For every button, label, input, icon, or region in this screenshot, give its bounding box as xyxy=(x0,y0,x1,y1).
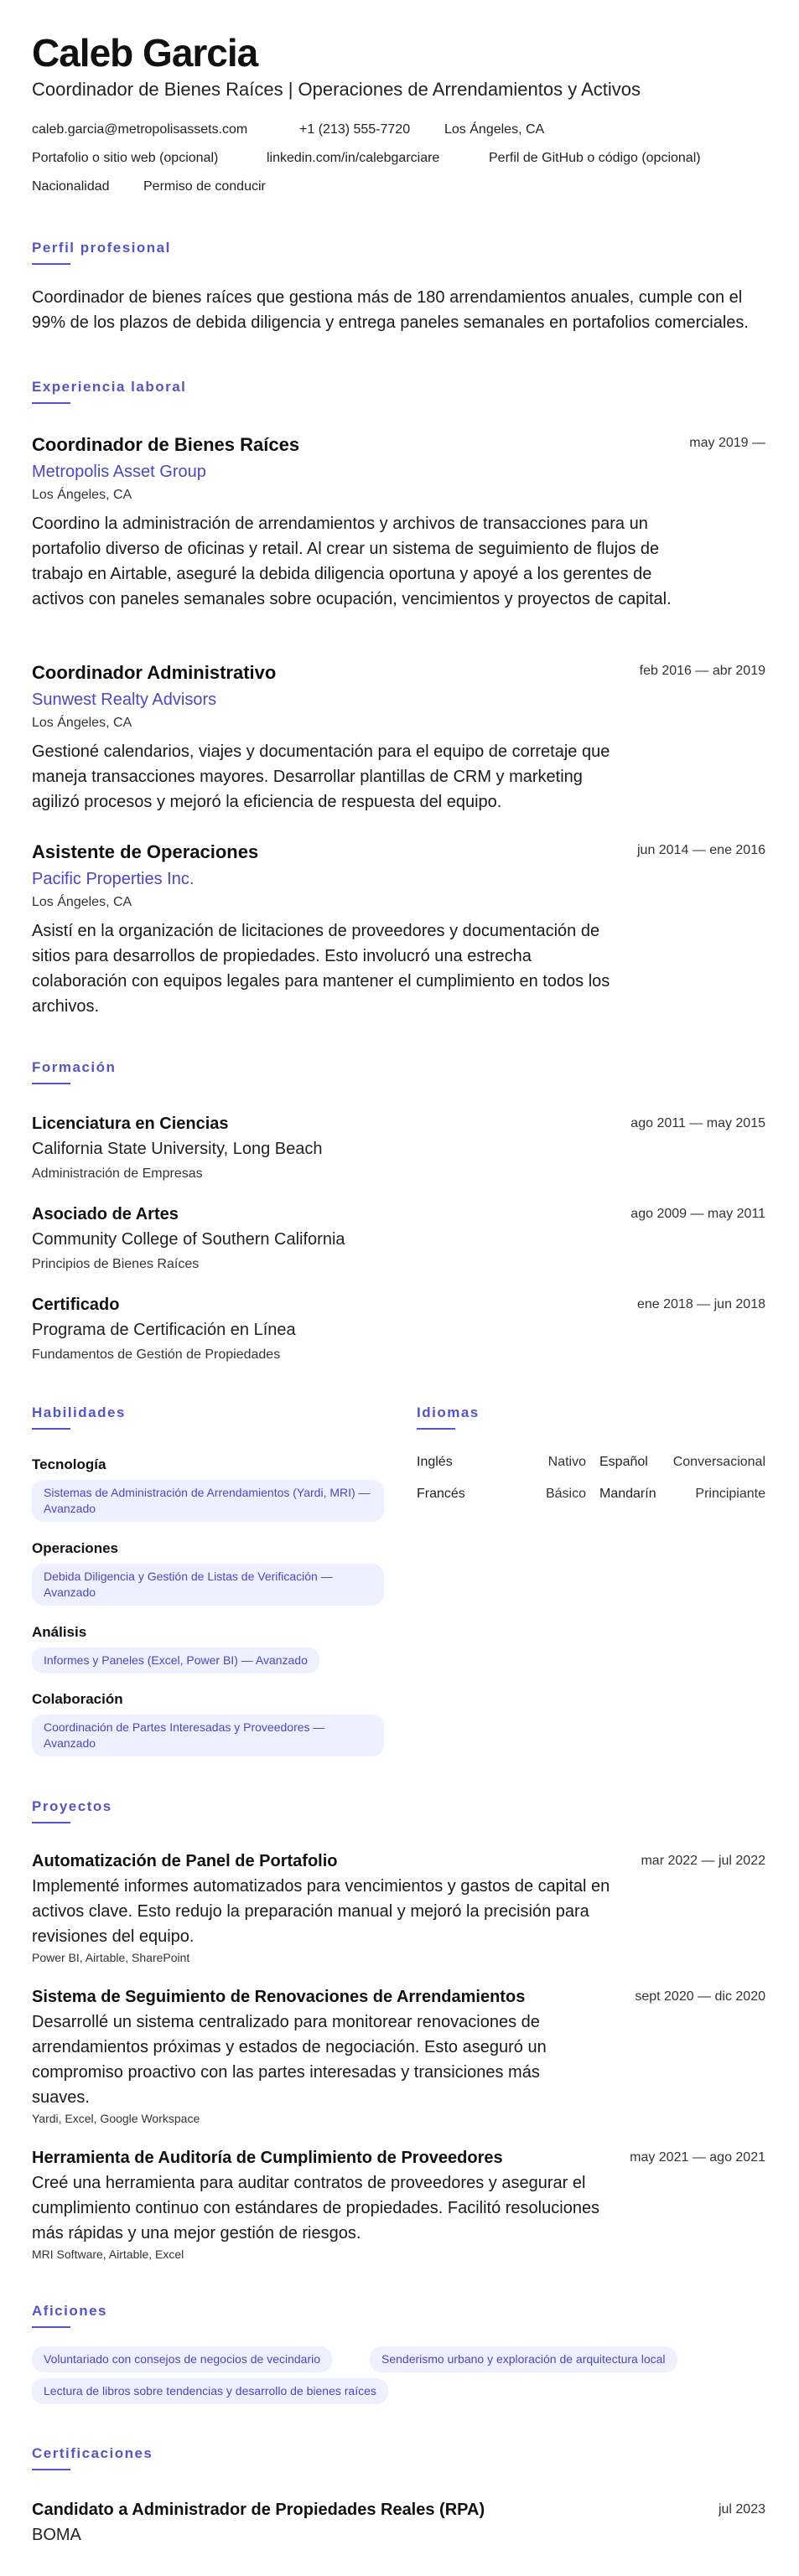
contact-nationality: Nacionalidad xyxy=(32,179,110,194)
skill-chip: Debida Diligencia y Gestión de Listas de Verificación — Avanzado xyxy=(32,1564,384,1606)
profile-summary: Coordinador de bienes raíces que gestiona más de 180 arrendamientos anuales, cumple con el 99% de los plazos de debida diligencia y entrega paneles semanales en portafolios comerciales. xyxy=(32,288,749,332)
job-title: Asistente de Operaciones xyxy=(32,841,259,862)
project-title: Herramienta de Auditoría de Cumplimiento de Proveedores xyxy=(32,2149,503,2167)
projects-heading-rule xyxy=(32,1822,70,1823)
skills-heading: Habilidades xyxy=(32,1404,126,1420)
project-dates: mar 2022 — jul 2022 xyxy=(641,1854,765,1868)
education-field: Fundamentos de Gestión de Propiedades xyxy=(32,1347,281,1362)
interest-chip: Voluntariado con consejos de negocios de vecindario xyxy=(32,2346,332,2372)
experience-heading-rule xyxy=(32,402,70,404)
education-heading-rule xyxy=(32,1083,70,1084)
project-dates: sept 2020 — dic 2020 xyxy=(635,1989,765,2004)
certification-issuer: BOMA xyxy=(32,2526,81,2544)
education-school: Community College of Southern California xyxy=(32,1230,345,1249)
contact-linkedin[interactable]: linkedin.com/in/calebgarciare xyxy=(267,151,440,165)
skill-category: Análisis xyxy=(32,1624,87,1640)
job-description: Asistí en la organización de licitaciones de proveedores y documentación de sitios para desarrollos de propiedades. Esto involucró una estrecha colaboración con equipos legales para mantener el cumplimiento en todos los archivos. xyxy=(32,922,610,1016)
skill-category: Colaboración xyxy=(32,1691,123,1707)
language-level: Conversacional xyxy=(672,1455,765,1469)
project-title: Automatización de Panel de Portafolio xyxy=(32,1852,338,1870)
contact-driving-license: Permiso de conducir xyxy=(143,179,266,194)
contact-phone: +1 (213) 555-7720 xyxy=(299,122,411,137)
skill-chip: Sistemas de Administración de Arrendamientos (Yardi, MRI) — Avanzado xyxy=(32,1480,384,1522)
job-dates: feb 2016 — abr 2019 xyxy=(639,664,765,678)
certification-name: Candidato a Administrador de Propiedades Reales (RPA) xyxy=(32,2501,485,2519)
projects-heading: Proyectos xyxy=(32,1798,112,1814)
education-field: Principios de Bienes Raíces xyxy=(32,1257,200,1271)
language-name: Mandarín xyxy=(599,1487,656,1501)
project-tech: Power BI, Airtable, SharePoint xyxy=(32,1951,190,1964)
language-name: Inglés xyxy=(417,1455,453,1469)
language-level: Principiante xyxy=(695,1487,765,1501)
profile-heading: Perfil profesional xyxy=(32,240,171,256)
project-tech: MRI Software, Airtable, Excel xyxy=(32,2248,184,2261)
language-name: Francés xyxy=(417,1487,465,1501)
profile-heading-rule xyxy=(32,263,70,265)
interest-chip: Senderismo urbano y exploración de arquitectura local xyxy=(370,2346,677,2372)
languages-heading-rule xyxy=(417,1428,455,1430)
languages-heading: Idiomas xyxy=(417,1404,480,1420)
education-school: Programa de Certificación en Línea xyxy=(32,1321,296,1339)
project-description: Desarrollé un sistema centralizado para monitorear renovaciones de arrendamientos próximas y estados de negociación. Esto aseguró un compromiso proactivo con las partes interesadas y transiciones más suaves. xyxy=(32,2013,547,2107)
education-degree: Licenciatura en Ciencias xyxy=(32,1115,229,1133)
education-field: Administración de Empresas xyxy=(32,1166,203,1181)
interests-heading: Aficiones xyxy=(32,2303,108,2319)
job-location: Los Ángeles, CA xyxy=(32,716,132,730)
job-dates: may 2019 — xyxy=(689,436,765,450)
contact-github[interactable]: Perfil de GitHub o código (opcional) xyxy=(489,151,701,165)
contact-location: Los Ángeles, CA xyxy=(444,122,545,137)
job-location: Los Ángeles, CA xyxy=(32,895,132,909)
education-school: California State University, Long Beach xyxy=(32,1140,323,1158)
education-heading: Formación xyxy=(32,1059,117,1075)
job-title: Coordinador Administrativo xyxy=(32,662,277,683)
education-dates: ago 2009 — may 2011 xyxy=(630,1207,765,1221)
skill-chip: Coordinación de Partes Interesadas y Proveedores — Avanzado xyxy=(32,1715,384,1756)
job-company: Sunwest Realty Advisors xyxy=(32,691,217,709)
job-dates: jun 2014 — ene 2016 xyxy=(636,843,765,857)
project-description: Creé una herramienta para auditar contratos de proveedores y asegurar el cumplimiento continuo con estándares de propiedades. Facilitó resoluciones más rápidas y una mejor gestión de riesgos. xyxy=(32,2174,600,2242)
certification-date: jul 2023 xyxy=(718,2502,765,2517)
education-degree: Certificado xyxy=(32,1296,120,1314)
job-description: Coordino la administración de arrendamientos y archivos de transacciones para un portafolio diverso de oficinas y retail. Al crear un sistema de seguimiento de flujos de trabajo en Airtable, aseguré la debida diligencia oportuna y apoyé a los gerentes de activos con paneles semanales sobre ocupación, vencimientos y proyectos de capital. xyxy=(32,515,672,608)
candidate-name: Caleb Garcia xyxy=(32,31,258,75)
project-tech: Yardi, Excel, Google Workspace xyxy=(32,2112,200,2125)
education-dates: ene 2018 — jun 2018 xyxy=(636,1297,765,1311)
interest-chip: Lectura de libros sobre tendencias y desarrollo de bienes raíces xyxy=(32,2378,388,2404)
language-name: Español xyxy=(599,1455,648,1469)
project-title: Sistema de Seguimiento de Renovaciones de Arrendamientos xyxy=(32,1988,526,2006)
skill-category: Tecnología xyxy=(32,1456,106,1472)
skill-category: Operaciones xyxy=(32,1540,118,1556)
education-degree: Asociado de Artes xyxy=(32,1205,179,1223)
job-description: Gestioné calendarios, viajes y documentación para el equipo de corretaje que maneja transacciones mayores. Desarrollar plantillas de CRM y marketing agilizó procesos y mejoró la eficiencia de respuesta del equipo. xyxy=(32,742,610,811)
skill-chip: Informes y Paneles (Excel, Power BI) — Avanzado xyxy=(32,1648,319,1673)
interests-heading-rule xyxy=(32,2326,70,2328)
language-level: Básico xyxy=(545,1487,586,1501)
job-location: Los Ángeles, CA xyxy=(32,488,132,502)
project-description: Implementé informes automatizados para vencimientos y gastos de capital en activos clave. Esto redujo la preparación manual y mejoró la precisión para revisiones del equipo. xyxy=(32,1877,610,1946)
contact-website[interactable]: Portafolio o sitio web (opcional) xyxy=(32,151,219,165)
experience-heading: Experiencia laboral xyxy=(32,379,187,395)
candidate-title: Coordinador de Bienes Raíces | Operaciones de Arrendamientos y Activos xyxy=(32,79,641,100)
language-level: Nativo xyxy=(547,1455,586,1469)
job-title: Coordinador de Bienes Raíces xyxy=(32,434,300,455)
skills-heading-rule xyxy=(32,1428,70,1430)
job-company: Pacific Properties Inc. xyxy=(32,870,195,888)
certifications-heading-rule xyxy=(32,2469,70,2470)
education-dates: ago 2011 — may 2015 xyxy=(630,1116,765,1130)
job-company: Metropolis Asset Group xyxy=(32,463,206,481)
contact-email[interactable]: caleb.garcia@metropolisassets.com xyxy=(32,122,248,137)
certifications-heading: Certificaciones xyxy=(32,2445,153,2461)
project-dates: may 2021 — ago 2021 xyxy=(630,2150,765,2165)
